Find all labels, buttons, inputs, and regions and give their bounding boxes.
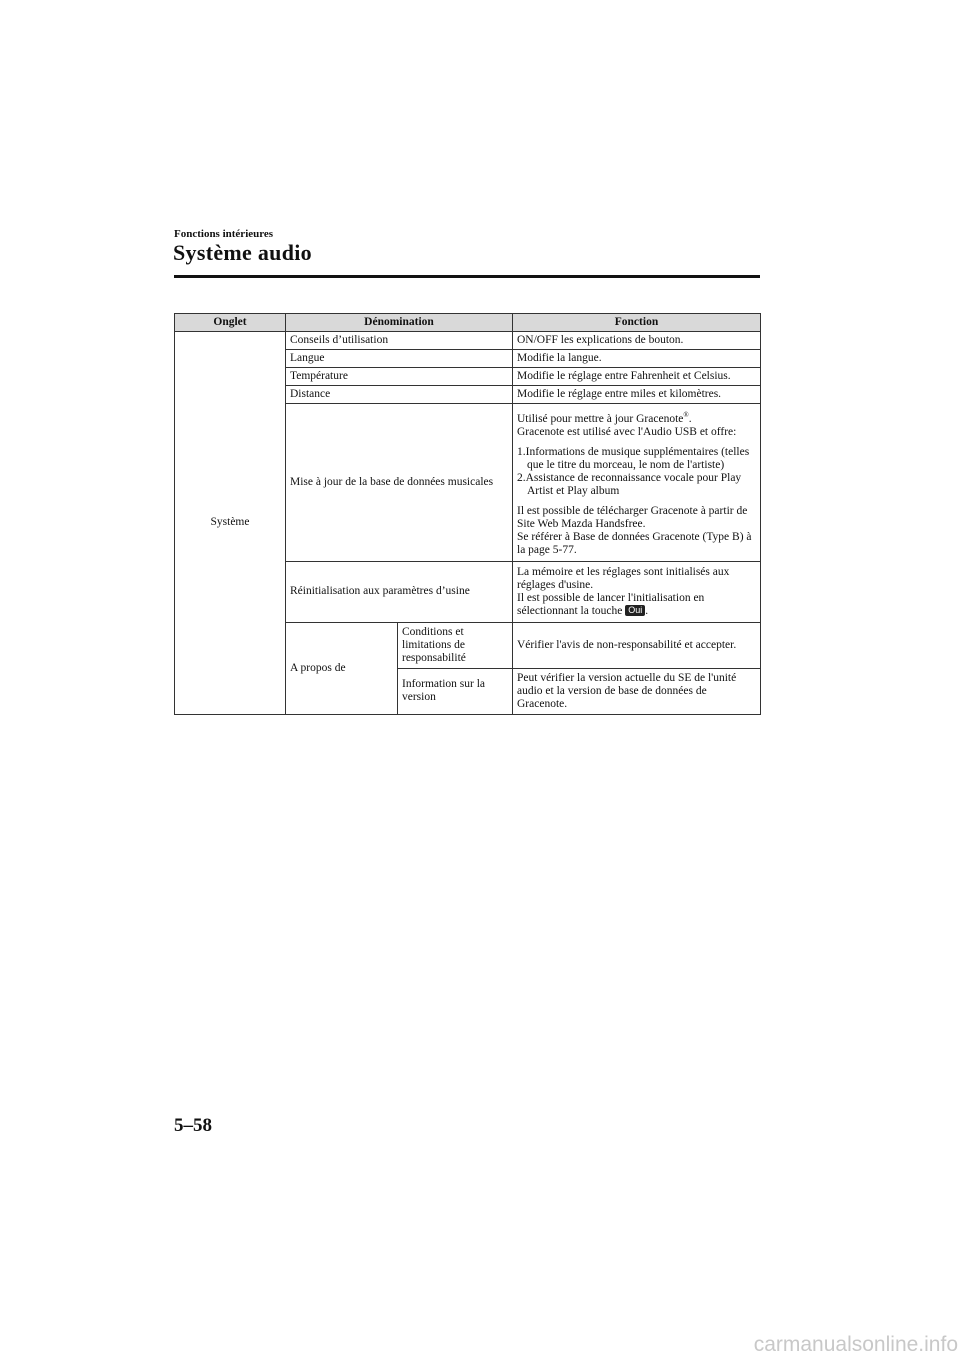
function-line: Il est possible de télécharger Gracenote à partir de Site Web Mazda Handsfree.	[517, 504, 748, 530]
function-line: La mémoire et les réglages sont initialisés aux réglages d'usine.	[517, 565, 730, 591]
settings-table	[174, 313, 761, 715]
row-name: A propos de	[286, 622, 398, 714]
row-name: Distance	[286, 386, 513, 404]
table-row	[175, 332, 761, 350]
table-header-row	[175, 314, 761, 332]
header-fonction: Fonction	[513, 314, 761, 332]
row-function: Peut vérifier la version actuelle du SE de l'unité audio et la version de base de données de Gracenote.	[513, 668, 761, 714]
list-item: 2.Assistance de reconnaissance vocale pour Play Artist et Play album	[517, 471, 742, 497]
row-name: Mise à jour de la base de données musicales	[286, 404, 513, 562]
header-denomination: Dénomination	[286, 314, 513, 332]
function-line: Gracenote est utilisé avec l'Audio USB et offre:	[517, 425, 737, 438]
function-line: Utilisé pour mettre à jour Gracenote®.	[517, 411, 692, 425]
row-function: Modifie le réglage entre miles et kilomètres.	[513, 386, 761, 404]
row-name: Réinitialisation aux paramètres d’usine	[286, 561, 513, 622]
row-function: ON/OFF les explications de bouton.	[513, 332, 761, 350]
watermark: carmanualsonline.info	[753, 1333, 958, 1356]
page-title: Système audio	[173, 240, 312, 265]
section-label: Fonctions intérieures	[174, 228, 274, 240]
row-function: Vérifier l'avis de non-responsabilité et accepter.	[513, 622, 761, 668]
title-divider	[174, 275, 760, 278]
oui-key-icon: Oui	[625, 605, 645, 616]
sub-row-name: Information sur la version	[398, 668, 513, 714]
row-function: Modifie le réglage entre Fahrenheit et Celsius.	[513, 368, 761, 386]
page-number: 5–58	[174, 1115, 212, 1136]
header-onglet: Onglet	[175, 314, 286, 332]
tab-cell-systeme: Système	[175, 332, 286, 715]
row-function-database	[513, 404, 761, 562]
function-line: Il est possible de lancer l'initialisation en sélectionnant la touche Oui .	[517, 591, 705, 617]
list-item: 1.Informations de musique supplémentaires (telles que le titre du morceau, le nom de l'artiste)	[517, 445, 750, 471]
row-name: Langue	[286, 350, 513, 368]
row-name: Température	[286, 368, 513, 386]
row-function-reset	[513, 561, 761, 622]
row-function: Modifie la langue.	[513, 350, 761, 368]
function-line: Se référer à Base de données Gracenote (Type B) à la page 5-77.	[517, 530, 752, 556]
row-name: Conseils d’utilisation	[286, 332, 513, 350]
sub-row-name: Conditions et limitations de responsabilité	[398, 622, 513, 668]
